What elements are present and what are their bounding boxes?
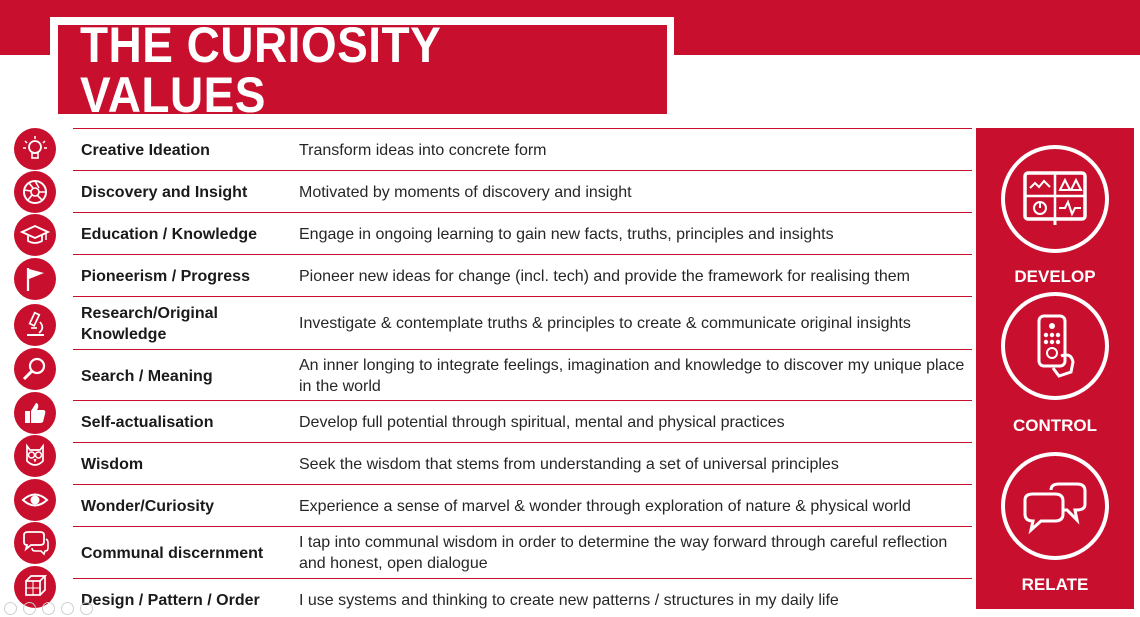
dashboard-icon	[1001, 145, 1109, 253]
slides-icon[interactable]	[42, 602, 55, 615]
value-description: Experience a sense of marvel & wonder through exploration of nature & physical world	[299, 498, 911, 515]
slide-controls[interactable]	[4, 602, 93, 615]
table-row	[73, 212, 972, 254]
value-name: Design / Pattern / Order	[81, 592, 260, 609]
value-description: Seek the wisdom that stems from understanding a set of universal principles	[299, 456, 839, 473]
table-row	[73, 442, 972, 484]
remote-control-icon	[1001, 292, 1109, 400]
value-name: Self-actualisation	[81, 414, 214, 431]
value-description: Transform ideas into concrete form	[299, 142, 547, 159]
value-name: Discovery and Insight	[81, 184, 248, 201]
value-description: Investigate & contemplate truths & principles to create & communicate original insights	[299, 315, 911, 332]
chat-bubbles-icon	[1001, 452, 1109, 560]
value-name: Search / Meaning	[81, 368, 213, 385]
side-label-relate: RELATE	[1021, 575, 1089, 594]
value-description: Develop full potential through spiritual, mental and physical practices	[299, 414, 785, 431]
side-panel	[976, 128, 1134, 609]
eye-icon	[14, 479, 56, 521]
table-row	[73, 296, 972, 349]
table-row	[73, 400, 972, 442]
value-name: Creative Ideation	[81, 142, 210, 159]
magnifier-icon	[14, 348, 56, 390]
side-label-control: CONTROL	[1012, 416, 1098, 435]
more-icon[interactable]	[80, 602, 93, 615]
value-name: Communal discernment	[81, 545, 264, 562]
side-label-develop: DEVELOP	[1014, 267, 1096, 286]
value-description: Engage in ongoing learning to gain new facts, truths, principles and insights	[299, 226, 834, 243]
speech-bubbles-icon	[14, 522, 56, 564]
table-row	[73, 349, 972, 400]
value-description: I tap into communal wisdom in order to determine the way forward through careful reflection and honest, open dialogue	[299, 534, 948, 572]
table-row	[73, 254, 972, 296]
thumbs-up-icon	[14, 392, 56, 434]
value-name: Wonder/Curiosity	[81, 498, 215, 515]
table-row	[73, 578, 972, 613]
value-description: Pioneer new ideas for change (incl. tech) and provide the framework for realising them	[299, 268, 910, 285]
play-icon[interactable]	[4, 602, 17, 615]
page-title: THE CURIOSITY VALUES	[80, 16, 441, 123]
value-description: I use systems and thinking to create new patterns / structures in my daily life	[299, 592, 839, 609]
value-description: An inner longing to integrate feelings, imagination and knowledge to discover my unique place in the world	[299, 357, 965, 395]
zoom-icon[interactable]	[61, 602, 74, 615]
microscope-icon	[14, 304, 56, 346]
value-name: Research/Original Knowledge	[81, 305, 218, 343]
flag-icon	[14, 258, 56, 300]
value-name: Pioneerism / Progress	[81, 268, 250, 285]
table-row	[73, 484, 972, 526]
title-banner	[58, 16, 667, 123]
value-icons-column	[14, 0, 58, 617]
owl-icon	[14, 435, 56, 477]
lightbulb-icon	[14, 128, 56, 170]
value-name: Education / Knowledge	[81, 226, 258, 243]
table-row	[73, 526, 972, 578]
value-name: Wisdom	[81, 456, 144, 473]
camera-aperture-icon	[14, 171, 56, 213]
table-row	[73, 170, 972, 212]
table-row	[73, 128, 972, 170]
value-description: Motivated by moments of discovery and insight	[299, 184, 632, 201]
pen-icon[interactable]	[23, 602, 36, 615]
graduation-cap-icon	[14, 214, 56, 256]
